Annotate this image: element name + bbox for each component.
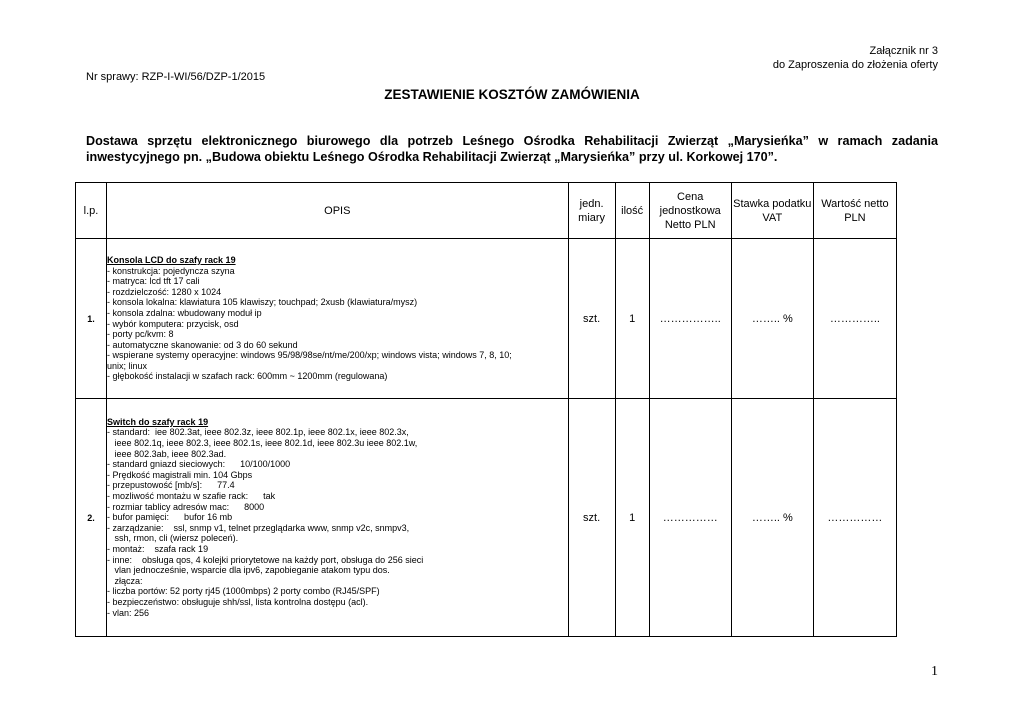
page-number: 1 — [931, 664, 938, 679]
quantity-cell: 1 — [615, 239, 649, 399]
spec-line: - wspierane systemy operacyjne: windows 95/98/98se/nt/me/200/xp; windows vista; windows 7, 8, 10; — [107, 350, 512, 361]
spec-line: vlan jednocześnie, wsparcie dla ipv6, zapobieganie atakom typu dos. — [107, 565, 390, 576]
spec-line: - głębokość instalacji w szafach rack: 600mm ~ 1200mm (regulowana) — [107, 371, 388, 382]
spec-line: - porty pc/kvm: 8 — [107, 329, 174, 340]
spec-line: - konstrukcja: pojedyncza szyna — [107, 265, 235, 276]
vat-rate-cell: …….. % — [731, 399, 813, 637]
spec-line: - wybór komputera: przycisk, osd — [107, 318, 239, 329]
spec-line: ssh, rmon, cli (wiersz poleceń). — [107, 533, 239, 544]
spec-line: - bezpieczeństwo: obsługuje shh/ssl, lista kontrolna dostępu (acl). — [107, 596, 369, 607]
spec-line: - konsola zdalna: wbudowany moduł ip — [107, 307, 262, 318]
spec-line: - zarządzanie: ssl, snmp v1, telnet przeglądarka www, snmp v2c, snmpv3, — [107, 522, 410, 533]
spec-list — [107, 266, 568, 383]
spec-line: - przepustowość [mb/s]: 77.4 — [107, 480, 235, 491]
unit-cell: szt. — [568, 399, 615, 637]
annex-reference: do Zaproszenia do złożenia oferty — [772, 59, 938, 71]
table-row — [76, 239, 897, 399]
spec-list — [107, 427, 568, 618]
vat-rate-cell: …….. % — [731, 239, 813, 399]
spec-line: - mozliwość montażu w szafie rack: tak — [107, 491, 276, 502]
unit-price-cell: …………….. — [649, 239, 731, 399]
spec-line: - automatyczne skanowanie: od 3 do 60 sekund — [107, 339, 298, 350]
spec-line: unix; linux — [107, 360, 148, 371]
column-header-vat-rate: Stawka podatku VAT — [731, 183, 813, 239]
spec-line: - rozmiar tablicy adresów mac: 8000 — [107, 501, 265, 512]
cost-table — [75, 182, 897, 637]
spec-line: ieee 802.3ab, ieee 802.3ad. — [107, 448, 227, 459]
unit-price-cell: …………… — [649, 399, 731, 637]
column-header-lp: l.p. — [76, 183, 107, 239]
table-header-row — [76, 183, 897, 239]
column-header-opis: OPIS — [107, 183, 569, 239]
spec-line: - matryca: lcd tft 17 cali — [107, 276, 200, 287]
spec-line: - konsola lokalna: klawiatura 105 klawiszy; touchpad; 2xusb (klawiatura/mysz) — [107, 297, 418, 308]
spec-line: - standard gniazd sieciowych: 10/100/1000 — [107, 459, 291, 470]
annex-header — [773, 44, 938, 72]
spec-line: - bufor pamięci: bufor 16 mb — [107, 512, 233, 523]
spec-line: ieee 802.1q, ieee 802.3, ieee 802.1s, ieee 802.1d, ieee 802.3u ieee 802.1w, — [107, 438, 418, 449]
item-description — [107, 239, 569, 399]
net-value-cell: ………….. — [813, 239, 896, 399]
quantity-cell: 1 — [615, 399, 649, 637]
row-number: 2. — [76, 399, 107, 637]
row-number: 1. — [76, 239, 107, 399]
spec-line: - montaż: szafa rack 19 — [107, 543, 209, 554]
net-value-cell: …………… — [813, 399, 896, 637]
spec-line: - liczba portów: 52 porty rj45 (1000mbps) 2 porty combo (RJ45/SPF) — [107, 586, 380, 597]
column-header-unit-price: Cena jednostkowa Netto PLN — [649, 183, 731, 239]
item-description — [107, 399, 569, 637]
column-header-unit: jedn. miary — [568, 183, 615, 239]
item-title: Konsola LCD do szafy rack 19 — [107, 254, 236, 265]
spec-line: - standard: iee 802.3at, ieee 802.3z, ieee 802.1p, ieee 802.1x, ieee 802.3x, — [107, 427, 409, 438]
spec-line: - vlan: 256 — [107, 607, 150, 618]
case-number: Nr sprawy: RZP-I-WI/56/DZP-1/2015 — [86, 71, 266, 83]
page-title: ZESTAWIENIE KOSZTÓW ZAMÓWIENIA — [384, 87, 640, 102]
unit-cell: szt. — [568, 239, 615, 399]
spec-line: złącza: — [107, 575, 143, 586]
spec-line: - Prędkość magistrali min. 104 Gbps — [107, 469, 253, 480]
table-row — [76, 399, 897, 637]
item-title: Switch do szafy rack 19 — [107, 416, 209, 427]
intro-paragraph: Dostawa sprzętu elektronicznego biurowego dla potrzeb Leśnego Ośrodka Rehabilitacji Zwierząt „Marysieńka” w ramach zadania inwestycyjnego pn. „Budowa obiektu Leśnego Ośrodka Rehabilitacji Zwierząt „Marysieńka” przy ul. Korkowej 170”. — [86, 134, 938, 164]
column-header-qty: ilość — [615, 183, 649, 239]
column-header-net-value: Wartość netto PLN — [813, 183, 896, 239]
annex-number: Załącznik nr 3 — [869, 45, 938, 57]
spec-line: - inne: obsługa qos, 4 kolejki priorytetowe na każdy port, obsługa do 256 sieci — [107, 554, 424, 565]
spec-line: - rozdzielczość: 1280 x 1024 — [107, 286, 222, 297]
